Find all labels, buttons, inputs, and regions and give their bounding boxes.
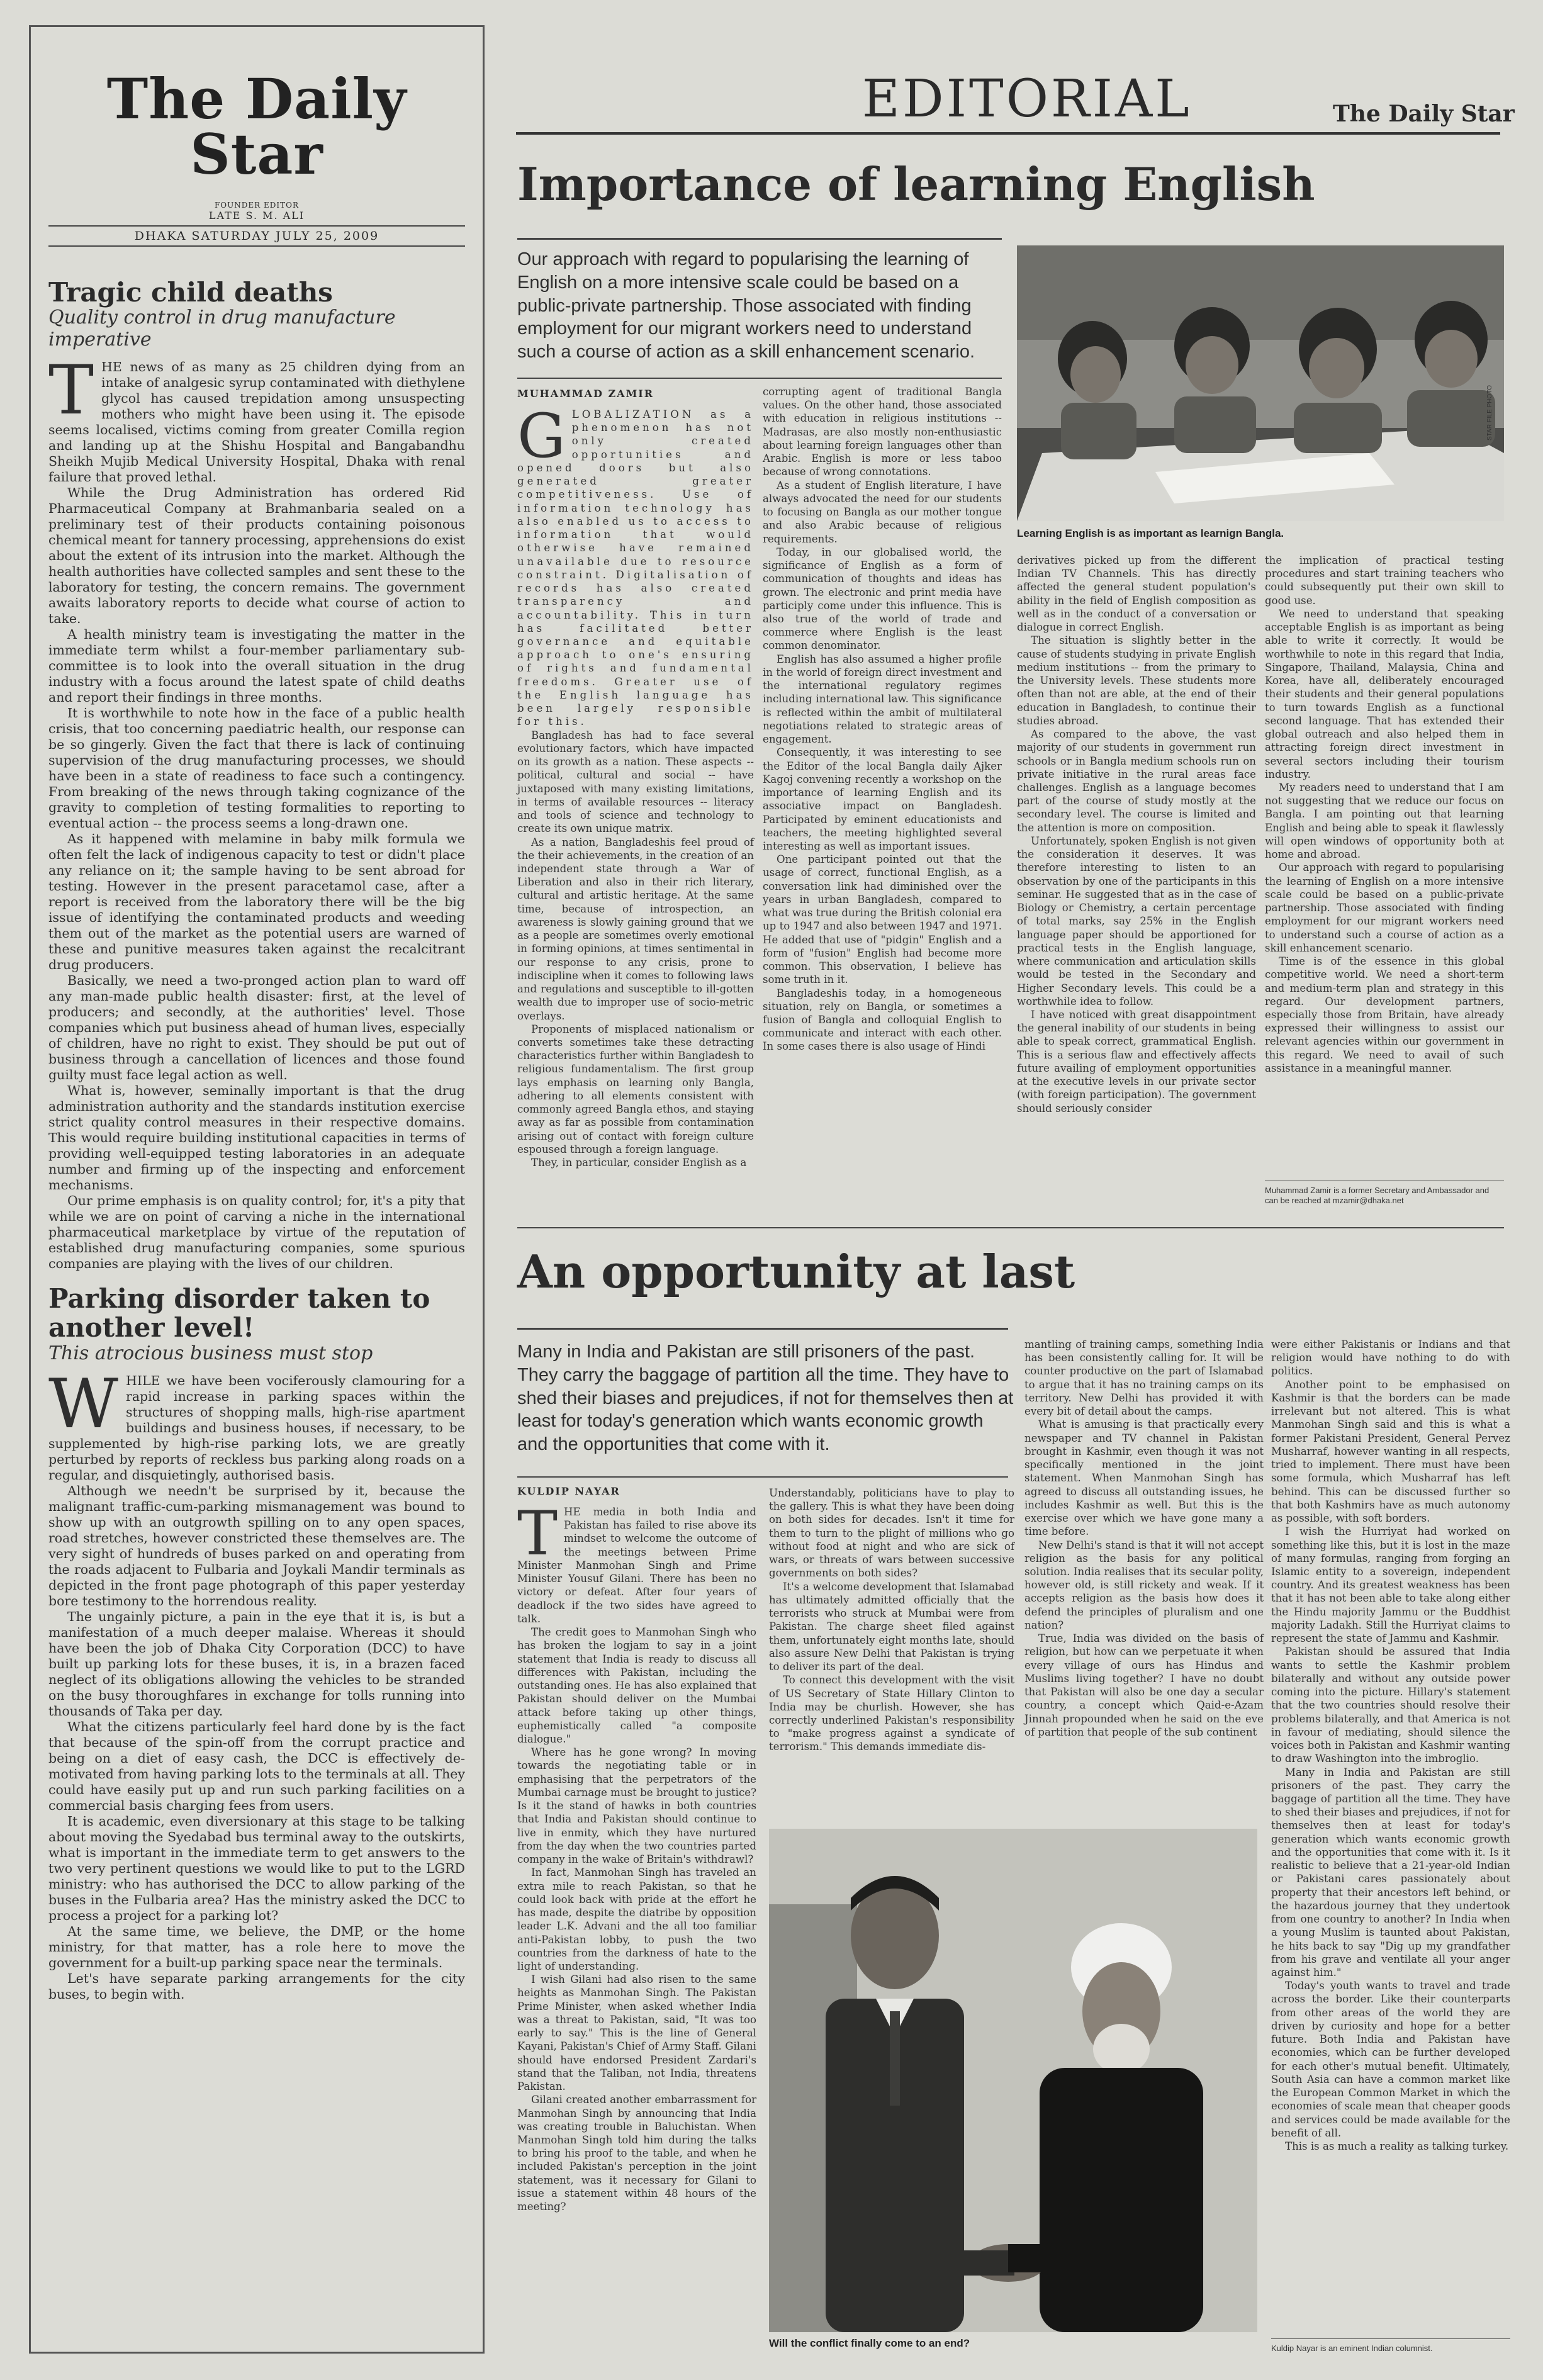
editorial2-paragraph: At the same time, we believe, the DMP, or the home ministry, for that matter, has a role here to move the government for a built-up parking space near the terminals. [48,1924,465,1971]
section-banner: EDITORIAL [862,69,1192,129]
left-editorial-column [29,25,485,2354]
article2-column-2 [769,1486,1014,1754]
article1-column-3 [1017,554,1256,1115]
article2-headline: An opportunity at last [517,1245,1075,1298]
masthead-title: The Daily Star [106,66,407,187]
article2-note-rule [1271,2338,1510,2339]
editorial2-headline: Parking disorder taken to another level! [48,1283,430,1344]
article1-paragraph: Our approach with regard to popularising the learning of English on a more intensive scale could be based on a public-private partnership. Those associated with finding employment for our migrant workers need to understand such a course of action as a skill enhancement scenario. [1265,862,1504,954]
article2-byline: KULDIP NAYAR [517,1485,620,1497]
article2-paragraph: Pakistan should be assured that India wants to settle the Kashmir problem bilaterally and without any outside power coming into the picture. Hillary's statement that the two countries should resolve their problems bilaterally, and that America is not in favour of mediating, should silence the voices both in Pakistan and Kashmir wanting to draw Washington into the imbroglio. [1271,1646,1510,1765]
article1-paragraph: Bangladesh has had to face several evolutionary factors, which have impacted on its growth as a nation. These aspects -- political, cultural and social -- have juxtaposed with many existing limitations, in terms of available resources -- literacy and tools of science and technology to create its own unique matrix. [517,729,754,835]
article1-paragraph: As a student of English literature, I have always advocated the need for our students to focusing on Bangla as our mother tongue and also Arabic because of religious requirements. [763,479,1002,545]
article2-photo [769,1829,1257,2332]
editorial2-paragraph: The ungainly picture, a pain in the eye that it is, is but a manifestation of a much deeper malaise. Whereas it should have been the job of Dhaka City Corporation (DCC) to have built up parking lots for these buses, it is, in a brazen faced neglect of its obligations allowing the vehicles to be stranded on the busy thoroughfares in exchange for tolls running into thousands of Taka per day. [48,1609,465,1719]
editorial2-subhead: This atrocious business must stop [48,1342,373,1364]
article2-paragraph: In fact, Manmohan Singh has traveled an extra mile to reach Pakistan, so that he could look back with pride at the effort he has made, despite the diatribe by opposition leader L.K. Advani and the all too familiar anti-Pakistan lobby, to push the two countries from the darkness of hate to the light of understanding. [517,1866,756,1972]
article2-paragraph: were either Pakistanis or Indians and that religion would have nothing to do with politics. [1271,1339,1510,1378]
article1-paragraph: corrupting agent of traditional Bangla values. On the other hand, those associated with education in religious institutions -- Madrasas, are also mostly non-enthusiastic about learning foreign languages other than Arabic. English is more or less taboo because of wrong connotations. [763,386,1002,478]
article1-paragraph: One participant pointed out that the usage of correct, functional English, as a conversation link had diminished over the years in urban Bangladesh, compared to what was true during the British colonial era up to 1947 and also between 1947 and 1971. He added that use of "pidgin" English and a form of "fusion" English had become more common. This observation, I believe has some truth in it. [763,853,1002,986]
editorial1-paragraph: Basically, we need a two-pronged action plan to ward off any man-made public health disaster: first, at the level of producers; and secondly, at the authorities' level. Those companies which put business ahead of human lives, especially of children, have no right to exist. They should be put out of business through a cancellation of licences and those found guilty must face legal action as well. [48,973,465,1083]
article2-paragraph: I wish the Hurriyat had worked on something like this, but it is lost in the maze of many formulas, ranging from forging an Islamic entity to a sovereign, independent country. And its greatest weakness has been that it has not been able to take along either the Hindu majority Jammu or the Buddhist majority Ladakh. Still the Hurriyat claims to represent the state of Jammu and Kashmir. [1271,1525,1510,1645]
editorial1-paragraph: As it happened with melamine in baby milk formula we often felt the lack of indigenous capacity to test or didn't place any reliance on it; the sample having to be sent abroad for testing. However in the present paracetamol case, after a report is received from the laboratory there will be the big issue of identifying the contaminated products and weeding them out of the market as the potential users are warned of these and punitive measures taken against the recalcitrant drug producers. [48,831,465,973]
article1-lede: Our approach with regard to popularising the learning of English on a more intensive scale could be based on a public-private partnership. Those associated with finding employment for our migrant workers need to understand such a course of action as a skill enhancement scenario. [517,249,975,362]
editorial2-body [48,1365,465,2002]
editorial2-paragraph: What the citizens particularly feel hard done by is the fact that because of the spin-off from the corrupt practice and being on a diet of easy cash, the DCC is effectively de-motivated from having parking lots to the terminals at all. They could have easily put up and run such parking facilities on a commercial basis charging fees from users. [48,1719,465,1814]
article2-author-note: Kuldip Nayar is an eminent Indian columnist. [1271,2344,1433,2353]
article1-paragraph: They, in particular, consider English as a [531,1157,747,1169]
dateline: DHAKA SATURDAY JULY 25, 2009 [48,225,465,247]
article2-byline-rule [517,1476,1008,1478]
article2-lede: Many in India and Pakistan are still prisoners of the past. They carry the baggage of partition all the time. They have to shed their biases and prejudices, if not for themselves then at least for today's generation which wants economic growth and the opportunities that come with it. [517,1342,1014,1455]
article1-paragraph: derivatives picked up from the different Indian TV Channels. This has directly affected the general student population's ability in the field of English composition as well as in the conduct of a conversation or dialogue in correct English. [1017,554,1256,634]
article2-column-4 [1271,1338,1510,2153]
editorial2-paragraph: It is academic, even diversionary at this stage to be talking about moving the Syedabad bus terminal away to the outskirts, what is important in the immediate term to get answers to the two very pertinent questions we would like to put to the LGRD ministry: who has authorised the DCC to allow parking of the buses in the Fulbaria area? Has the ministry asked the DCC to process a project for a parking lot? [48,1814,465,1924]
article2-paragraph: What is amusing is that practically every newspaper and TV channel in Pakistan brought in Kashmir, even though it was not specifically mentioned in the joint statement. When Manmohan Singh has agreed to discuss all outstanding issues, he includes Kashmir as well. But this is the exercise over which we have gone many a time before. [1024,1418,1264,1538]
article2-column-1 [517,1498,756,2213]
article1-dropcap: G [517,401,566,471]
article2-photo-caption: Will the conflict finally come to an end? [769,2337,970,2349]
article1-paragraph: I have noticed with great disappointment the general inability of our students in being able to speak correct, grammatical English. This is a serious flaw and effectively affects future availing of employment opportunities at the executive levels in our private sector (with foreign participation). The government should seriously consider [1017,1008,1256,1114]
leaders-handshake-photo [769,1829,1257,2332]
editorial2-paragraph: Let's have separate parking arrangements for the city buses, to begin with. [48,1971,465,2002]
article2-paragraph: Today's youth wants to travel and trade across the border. Like their counterparts from other areas of the world they are driven by curiosity and hope for a better future. Both India and Pakistan have economies, which can be further developed for each other's mutual benefit. Ultimately, South Asia can have a common market like the European Common Market in which the economies of scale mean that cheaper goods and services could be made available for the benefit of all. [1271,1980,1510,2139]
article1-column-1 [517,401,754,1169]
editorial1-paragraph: A health ministry team is investigating the matter in the immediate term whilst a four-member parliamentary sub-committee is to look into the overall situation in the drug industry with a focus around the latest spate of child deaths and report their findings in three months. [48,627,465,705]
article2-lede-rule [517,1328,1008,1330]
editorial1-dropcap: T [48,351,94,430]
editorial1-paragraph: It is worthwhile to note how in the face of a public health crisis, that too concerning paediatric health, our response can be so gingerly. Given the fact that there is lack of continuing supervision of the drug manufacturing processes, we should have been in a state of readiness to face such a contingency. From breaking of the news through taking cognizance of the gravity to completion of testing formalities to reporting to eventual action -- the process seems a long-drawn one. [48,705,465,831]
editorial1-paragraph: What is, however, seminally important is that the drug administration authority and the standards institution exercise strict quality control measures in their respective domains. This would require building institutional capacities in terms of providing well-equipped testing laboratories in an adequate number and firming up of the inspecting and enforcement mechanisms. [48,1083,465,1193]
editorial1-paragraph: HE news of as many as 25 children dying from an intake of analgesic syrup contaminated with diethylene glycol has caused trepidation among unsuspecting mothers who might have been using it. The episode seems localised, victims coming from greater Comilla region and landing up at the Shishu Hospital and Bangabandhu Sheikh Mujib Medical University Hospital, Dhaka with renal failure that proved lethal. [48,359,465,485]
article2-paragraph: Many in India and Pakistan are still prisoners of the past. They carry the baggage of partition all the time. They have to shed their biases and prejudices, if not for themselves then at least for today's generation which wants economic growth and the opportunities that come with it. Is it realistic to believe that a 21-year-old Indian or Pakistani cares passionately about property that their ancestors left behind, or the hazardous journey that they undertook from one country to another? In India when a young Muslim is taunted about Pakistan, he hits back to say "Dig up my grandfather from his grave and ventilate all your anger against him." [1271,1766,1510,1979]
article2-paragraph: New Delhi's stand is that it will not accept religion as the basis for any political solution. India realises that its secular polity, however old, is still rickety and weak. If it accepts religion as the basis how does it defend the principles of pluralism and one nation? [1024,1539,1264,1631]
article1-paragraph: Time is of the essence in this global competitive world. We need a short-term and medium-term plan and strategy in this regard. Our development partners, especially those from Britain, have already expressed their willingness to assist our relevant agencies within our government in this regard. We need to avail of such assistance in a meaningful manner. [1265,955,1504,1074]
article1-lede-rule [517,238,1002,240]
editorial1-headline: Tragic child deaths [48,277,333,308]
article1-byline: MUHAMMAD ZAMIR [517,388,654,400]
editorial1-paragraph: Our prime emphasis is on quality control; for, it's a pity that while we are on point of carving a niche in the international pharmaceutical marketplace by virtue of the reputation of established drug manufacturing companies, some spurious companies are playing with the lives of our children. [48,1193,465,1272]
children-studying-photo [1017,245,1504,521]
article1-paragraph: English has also assumed a higher profile in the world of foreign direct investment and the international regulatory regimes including international law. This significance is reflected within the ambit of multilateral negotiations related to strategic areas of engagement. [763,653,1002,746]
article1-author-note: Muhammad Zamir is a former Secretary and Ambassador and can be reached at mzamir@dhaka.net [1265,1186,1490,1206]
article1-photo-caption: Learning English is as important as learnign Bangla. [1017,527,1284,539]
editorial2-paragraph: HILE we have been vociferously clamouring for a rapid increase in parking spaces within the structures of shopping malls, high-rise apartment buildings and business houses, if necessary, to be supplemented by high-rise parking lots, we are greatly perturbed by reports of reckless bus parking along roads on a regular, and disquietingly, authorised basis. [48,1373,465,1483]
editorial1-subhead: Quality control in drug manufacture imperative [48,306,396,351]
editorial1-paragraph: While the Drug Administration has ordered Rid Pharmaceutical Company at Brahmanbaria sealed on a preliminary test of their products containing poisonous chemical meant for tannery processing, apprehensions do exist about the extent of its intrusion into the market. Although the health authorities have collected samples and sent these to the laboratory for testing, the concern remains. The government awaits laboratory reports to decide what course of action to take. [48,485,465,627]
article2-paragraph: The credit goes to Manmohan Singh who has broken the logjam to say in a joint statement that India is ready to discuss all differences with Pakistan, including the outstanding ones. He has also explained that Pakistan should deliver on the Mumbai attack before taking up other things, euphemistically called "a composite dialogue." [517,1626,756,1745]
banner-rule [516,132,1500,135]
article2-paragraph: Where has he gone wrong? In moving towards the negotiating table or in emphasising that the perpetrators of the Mumbai carnage must be brought to justice? Is it the stand of hawks in both countries that India and Pakistan should continue to live in enmity, which they have nurtured from the day when the two countries parted company in the wake of Britain's withdrawl? [517,1746,756,1866]
article2-paragraph: I wish Gilani had also risen to the same heights as Manmohan Singh. The Pakistan Prime Minister, when asked whether India was a threat to Pakistan, said, "It was too early to say." This is the line of General Kayani, Pakistan's Chief of Army Staff. Gilani should have endorsed President Zardari's stand that the Taliban, not India, threatens Pakistan. [517,1973,756,2093]
article1-column-2 [763,385,1002,1053]
article2-paragraph: HE media in both India and Pakistan has failed to rise above its mindset to welcome the outcome of the meetings between Prime Minister Manmohan Singh and Prime Minister Yousuf Gilani. There has been no victory or defeat. After four years of deadlock if the two sides have agreed to talk. [517,1506,756,1625]
small-masthead: The Daily Star [1333,101,1515,127]
article1-paragraph: As compared to the above, the vast majority of our students in government run schools or in Bangla medium schools run on private initiative in the rural areas face challenges. English as a language becomes part of the course of study mostly at the secondary level. The course is limited and the attention is more on composition. [1017,728,1256,834]
founder-name: LATE S. M. ALI [208,210,305,222]
founder-label: FOUNDER EDITOR [214,201,299,210]
article1-paragraph: the implication of practical testing procedures and start training teachers who could subsequently put their own skill to good use. [1265,554,1504,607]
article2-paragraph: Gilani created another embarrassment for Manmohan Singh by announcing that India was creating trouble in Baluchistan. When Manmohan Singh told him during the talks to bring his proof to the table, and when he included Pakistan's perception in the joint statement, was it necessary for Gilani to issue a statement within 48 hours of the meeting? [517,2094,756,2213]
article2-paragraph: Understandably, politicians have to play to the gallery. This is what they have been doing on both sides for decades. Isn't it time for them to turn to the plight of millions who go without food at night and who are sick of wars, or threats of wars between successive governments on both sides? [769,1487,1014,1580]
article2-dropcap: T [517,1498,558,1569]
article1-paragraph: As a nation, Bangladeshis feel proud of the their achievements, in the creation of an independent state through a War of Liberation and also in their rich literary, cultural and artistic heritage. At the same time, because of introspection, an awareness is slowly gaining ground that we as a people are sometimes overly emotional in forming opinions, at times sentimental in our response to any crisis, prone to indiscipline when it comes to following laws and regulations and susceptible to ill-gotten wealth due to improper use of socio-metric overlays. [517,836,754,1022]
article1-headline: Importance of learning English [517,157,1315,211]
article1-paragraph: Proponents of misplaced nationalism or converts sometimes take these detracting characteristics further within Bangladesh to religious fundamentalism. The first group lays emphasis on learning only Bangla, adhering to all elements consistent with commonly agreed Bangla ethos, and staying away as far as possible from contamination arising out of contact with foreign culture espoused through a foreign language. [517,1023,754,1155]
article1-photo [1017,245,1504,521]
article1-paragraph: Unfortunately, spoken English is not given the consideration it deserves. It was therefore interesting to listen to an observation by one of the participants in this seminar. He suggested that as in the case of Biology or Chemistry, a certain percentage of total marks, say 25% in the English language paper should be apportioned for practical tests in the English language, where communication and articulation skills would be tested in the Secondary and Higher Secondary levels. This could be a worthwhile idea to follow. [1017,834,1256,1008]
article1-paragraph: My readers need to understand that I am not suggesting that we reduce our focus on Bangla. I am pointing out that learning English and being able to speak it flawlessly will open windows of opportunity both at home and abroad. [1265,781,1504,861]
article2-paragraph: This is as much a reality as talking turkey. [1285,2140,1509,2153]
article1-photo-credit: STAR FILE PHOTO [1486,385,1493,441]
article1-paragraph: The situation is slightly better in the cause of students studying in private English medium institutions -- from the primary to the University levels. These students more often than not are able, at the end of their education in Bangladesh, to continue their studies abroad. [1017,634,1256,727]
article2-paragraph: It's a welcome development that Islamabad has ultimately admitted officially that the terrorists who struck at Mumbai were from Pakistan. The charge sheet filed against them, unfortunately eight months late, should also assure New Delhi that Pakistan is trying to deliver its part of the deal. [769,1580,1014,1673]
editorial2-paragraph: Although we needn't be surprised by it, because the malignant traffic-cum-parking mismanagement was bound to show up with an outgrowth spilling on to any open spaces, road stretches, however constricted these themselves are. The very sight of hundreds of buses parked on and operating from the roads adjacent to Fulbaria and Joykali Mandir terminals as depicted in the front page photograph of this paper yesterday bore testimony to the horrendous reality. [48,1483,465,1609]
article1-column-4 [1265,554,1504,1075]
article1-paragraph: LOBALIZATION as a phenomenon has not only created opportunities and opened doors but also generated greater competitiveness. Use of information technology has also enabled us to access to information that would otherwise have remained unavailable due to resource constraint. Digitalisation of records has also created transparency and accountability. This in turn has facilitated better governance and equitable approach to one's ensuring of rights and fundamental freedoms. Greater use of the English language has been largely responsible for this. [517,408,754,728]
article2-paragraph: To connect this development with the visit of US Secretary of State Hillary Clinton to India may be churlish. However, she has correctly underlined Pakistan's responsibility to "make progress against a syndicate of terrorism." This demands immediate dis- [769,1674,1014,1753]
article2-paragraph: Another point to be emphasised on Kashmir is that the borders can be made irrelevant but not altered. This is what Manmohan Singh said and this is what a former Pakistani President, General Pervez Musharraf, however wanting in all respects, tried to implement. There must have been some formula, which Musharraf has left behind. This can be discussed further so that both Kashmirs have as much autonomy as possible, with soft borders. [1271,1378,1510,1525]
article2-paragraph: True, India was divided on the basis of religion, but how can we perpetuate it when every village of ours has Hindus and Muslims living together? I have no doubt that Pakistan will also be one day a secular country, a concept which Qaid-e-Azam Jinnah propounded when he said on the eve of partition that people of the sub continent [1024,1632,1264,1738]
article1-paragraph: Consequently, it was interesting to see the Editor of the local Bangla daily Ajker Kagoj convening recently a workshop on the importance of learning English and its associative impact on Bangladesh. Participated by eminent educationists and teachers, the meeting highlighted several interesting as well as important issues. [763,746,1002,852]
article1-paragraph: Bangladeshis today, in a homogeneous situation, rely on Bangla, or sometimes a fusion of Bangla and colloquial English to communicate and interact with each other. In some cases there is also usage of Hindi [763,987,1002,1053]
article2-paragraph: mantling of training camps, something India has been consistently calling for. It will be counter productive on the part of Islamabad to argue that it has no training camps on its territory. New Delhi has provided it with every bit of detail about the camps. [1024,1339,1264,1418]
editorial2-dropcap: W [48,1365,119,1444]
article1-byline-rule [517,378,1002,379]
article-divider [517,1227,1504,1228]
editorial1-body [48,351,465,1272]
article1-paragraph: We need to understand that speaking acceptable English is as important as being able to write it correctly. It would be worthwhile to note in this regard that India, Singapore, Thailand, Malaysia, China and Korea, have all, deliberately encouraged their students and their general populations to turn towards English as a functional second language. That has extended their global outreach and also helped them in attracting foreign direct investment in several sectors including their tourism industry. [1265,607,1504,780]
article2-column-3 [1024,1338,1264,1739]
article1-paragraph: Today, in our globalised world, the significance of English as a form of communication of thoughts and ideas has grown. The electronic and print media have participly come under this influence. This is also true of the world of trade and commerce where English is the least common denominator. [763,546,1002,652]
